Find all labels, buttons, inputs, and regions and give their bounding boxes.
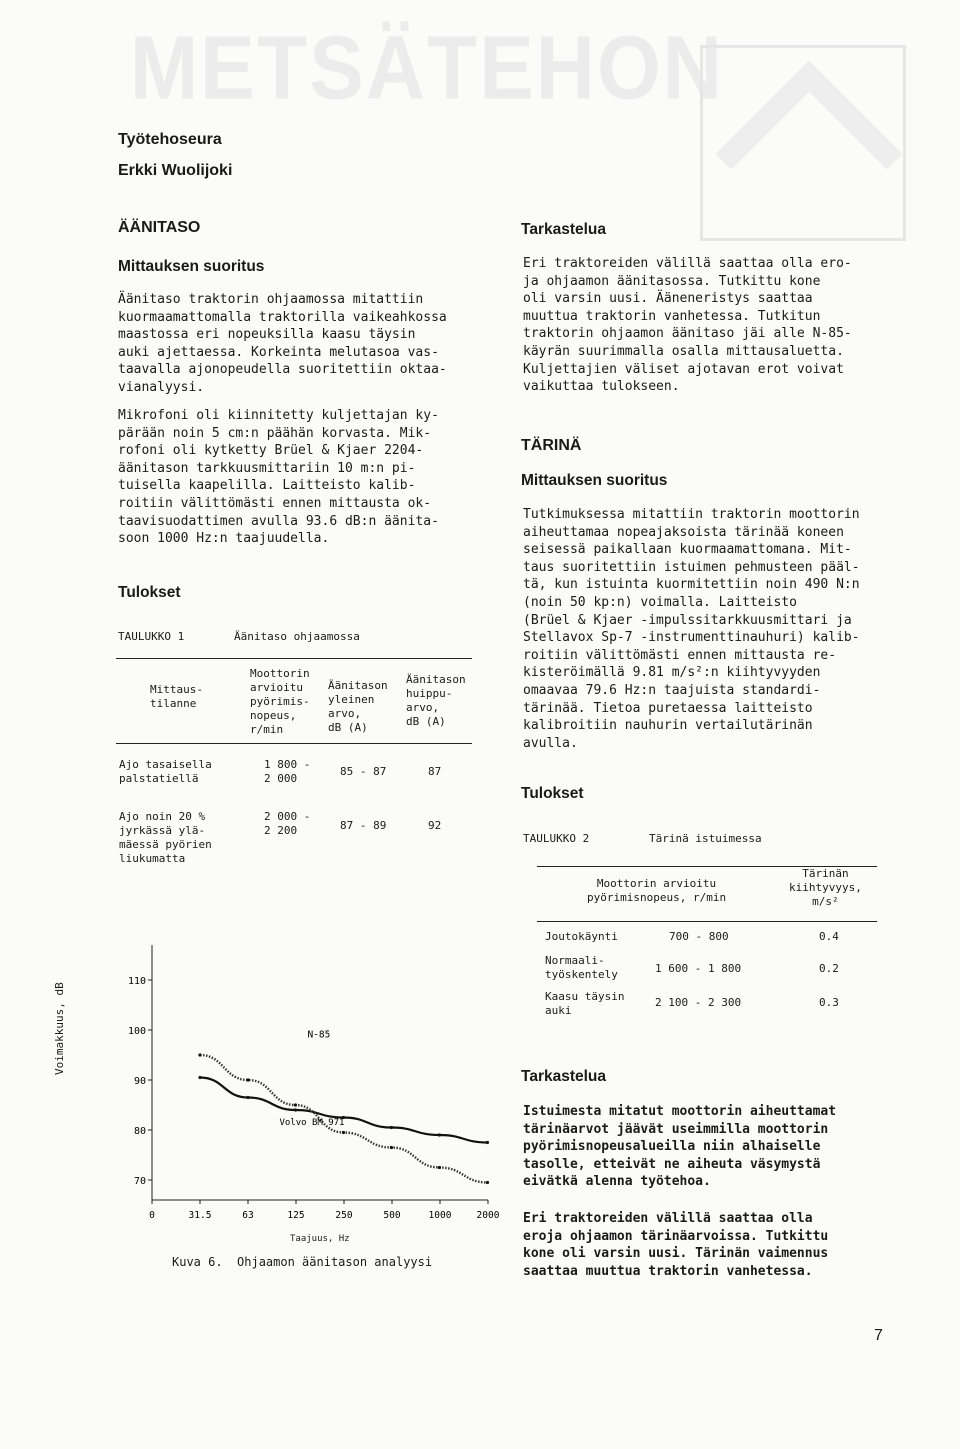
table1 (116, 658, 472, 894)
table1-label: TAULUKKO 1 (118, 630, 185, 643)
results-title-2: Tulokset (521, 785, 584, 802)
series-label-n85: N-85 (307, 1029, 331, 1041)
data-point (390, 1126, 393, 1129)
review-text-2b: Eri traktoreiden välillä saattaa olla eroja ohjaamon tärinäarvoissa. Tutkittu kone oli varsin uusi. Tärinän vaimennus saattaa muuttua traktorin vanhetessa. (523, 1211, 829, 1279)
data-point (294, 1103, 297, 1106)
table-cell: 0.4 (819, 930, 839, 943)
table2-header: Tärinän kiihtyvyys, m/s² (789, 867, 862, 908)
table2-label: TAULUKKO 2 (523, 832, 590, 845)
y-tick-label: 70 (133, 1176, 146, 1187)
table1-header: Mittaus- tilanne (150, 683, 203, 710)
table-cell: 1 800 - 2 000 (264, 758, 311, 785)
y-tick-label: 80 (133, 1126, 146, 1137)
review-text-1: Eri traktoreiden välillä saattaa olla ero- ja ohjaamon äänitasossa. Tutkittu kone oli varsin uusi. Ääneneristys saattaa muuttua traktorin vanhetessa. Tutkitun traktorin ohjaamon äänitaso jäi alle N-85- käyrän suurimmalla osalla mittausaluetta. Kuljettajien väliset ajotavan erot voivat vaikuttaa tulokseen. (523, 256, 852, 395)
table2 (537, 866, 877, 1028)
table-cell: 87 (428, 765, 442, 778)
table-cell: Joutokäynti (545, 930, 618, 943)
table-cell: Ajo noin 20 % jyrkässä ylä- mäessä pyörien liukumatta (119, 810, 212, 865)
table-cell: Normaali- työskentely (545, 954, 618, 981)
review-title-2: Tarkastelua (521, 1068, 607, 1085)
x-tick-label: 2000 (476, 1210, 500, 1221)
table-cell: 2 000 - 2 200 (264, 810, 311, 837)
table1-header: Moottorin arvioitu pyörimis- nopeus, r/min (250, 667, 310, 736)
subtitle-procedure-2: Mittauksen suoritus (521, 472, 668, 489)
y-tick-label: 100 (127, 1026, 146, 1037)
org-name: Työtehoseura (118, 131, 222, 148)
table1-header: Äänitason huippu- arvo, dB (A) (406, 673, 466, 728)
review-text-2a: Istuimesta mitatut moottorin aiheuttamat tärinäarvot jäävät useimmilla moottorin pyörimisnopeusalueilla niin alhaiselle tasolle, etteivät ne aiheuta väsymystä eivätkä alenna työtehoa. (523, 1104, 837, 1190)
table-cell: Ajo tasaisella palstatiellä (119, 758, 212, 785)
data-point (390, 1146, 393, 1149)
x-tick-label: 125 (287, 1210, 305, 1221)
subtitle-procedure-1: Mittauksen suoritus (118, 258, 265, 275)
watermark: METSÄTEHON (130, 18, 724, 119)
table-cell: 1 600 - 1 800 (655, 962, 742, 975)
author-name: Erkki Wuolijoki (118, 162, 233, 179)
data-point (486, 1141, 489, 1144)
data-point (198, 1053, 201, 1056)
data-point (342, 1131, 345, 1134)
data-point (438, 1133, 441, 1136)
table-cell: Kaasu täysin auki (545, 990, 625, 1017)
section-title-sound: ÄÄNITASO (118, 219, 201, 236)
x-tick-label: 63 (242, 1210, 254, 1221)
results-title-1: Tulokset (118, 584, 181, 601)
series-label-volvo: Volvo BM 971 (279, 1118, 345, 1128)
sound-analysis-chart (110, 930, 500, 1240)
table-cell: 0.2 (819, 962, 839, 975)
section-title-vibration: TÄRINÄ (521, 437, 582, 454)
emblem-watermark (700, 45, 906, 241)
paragraph-vibration: Tutkimuksessa mitattiin traktorin moottorin aiheuttamaa nopeajaksoista tärinää koneen seisessä paikallaan kuormaamattomana. Mit- taus suoritettiin istuimen pehmusteen pääl- tä, kun istuinta kuormitettiin noin 490 N:n (noin 50 kp:n) voimalla. Laitteisto (Brüel & Kjaer -impulssitarkkuusmittari ja Stellavox Sp-7 -instrumenttinauhuri) kalib- roitiin välittömästi ennen mittausta re- kisteröimällä 9.81 m/s²:n kiihtyvyyden omaavaa 79.6 Hz:n taajuista standardi- tärinää. Tietoa puretaessa laitteisto kalibroitiin nauhurin vertailutärinän avulla. (523, 507, 860, 751)
paragraph-sound-1: Äänitaso traktorin ohjaamossa mitattiin kuormaamattomalla traktorilla vaikeahkossa maastossa eri nopeuksilla kaasu täysin auki ajettaessa. Korkeinta melutasoa vas- taavalla ajonopeudella suoritettiin oktaa- vianalyysi. (118, 292, 447, 395)
table-cell: 85 - 87 (340, 765, 387, 778)
table-cell: 0.3 (819, 996, 839, 1009)
y-tick-label: 90 (133, 1076, 146, 1087)
x-tick-label: 0 (149, 1210, 155, 1221)
figure-caption: Kuva 6. Ohjaamon äänitason analyysi (172, 1255, 433, 1269)
y-tick-label: 110 (127, 976, 146, 987)
table-cell: 700 - 800 (669, 930, 729, 943)
table1-header: Äänitason yleinen arvo, dB (A) (328, 679, 388, 734)
chart-x-label: Taajuus, Hz (290, 1234, 350, 1244)
table2-caption: Tärinä istuimessa (649, 832, 762, 845)
x-tick-label: 500 (383, 1210, 401, 1221)
x-tick-label: 250 (335, 1210, 353, 1221)
paragraph-sound-2: Mikrofoni oli kiinnitetty kuljettajan ky- pärään noin 5 cm:n päähän korvasta. Mik- rofoni oli kytketty Brüel & Kjaer 2204- äänitason tarkkuusmittariin 10 m:n pi- tuisella kaapelilla. Laitteisto kalib- roitiin välittömästi ennen mittausta ok- taavisuodattimen avulla 93.6 dB:n äänita- soon 1000 Hz:n taajuudella. (118, 408, 439, 547)
data-point (198, 1076, 201, 1079)
table-cell: 87 - 89 (340, 819, 387, 832)
chart-y-label: Voimakkuus, dB (53, 982, 66, 1075)
data-point (438, 1166, 441, 1169)
review-title-1: Tarkastelua (521, 221, 607, 238)
x-tick-label: 1000 (428, 1210, 452, 1221)
x-tick-label: 31.5 (188, 1210, 212, 1221)
data-point (294, 1108, 297, 1111)
page-number: 7 (874, 1327, 883, 1344)
data-point (246, 1096, 249, 1099)
table1-caption: Äänitaso ohjaamossa (234, 630, 360, 643)
table-cell: 2 100 - 2 300 (655, 996, 742, 1009)
data-point (486, 1181, 489, 1184)
data-point (246, 1078, 249, 1081)
table2-header: Moottorin arvioitu pyörimisnopeus, r/min (587, 877, 727, 904)
table-cell: 92 (428, 819, 442, 832)
